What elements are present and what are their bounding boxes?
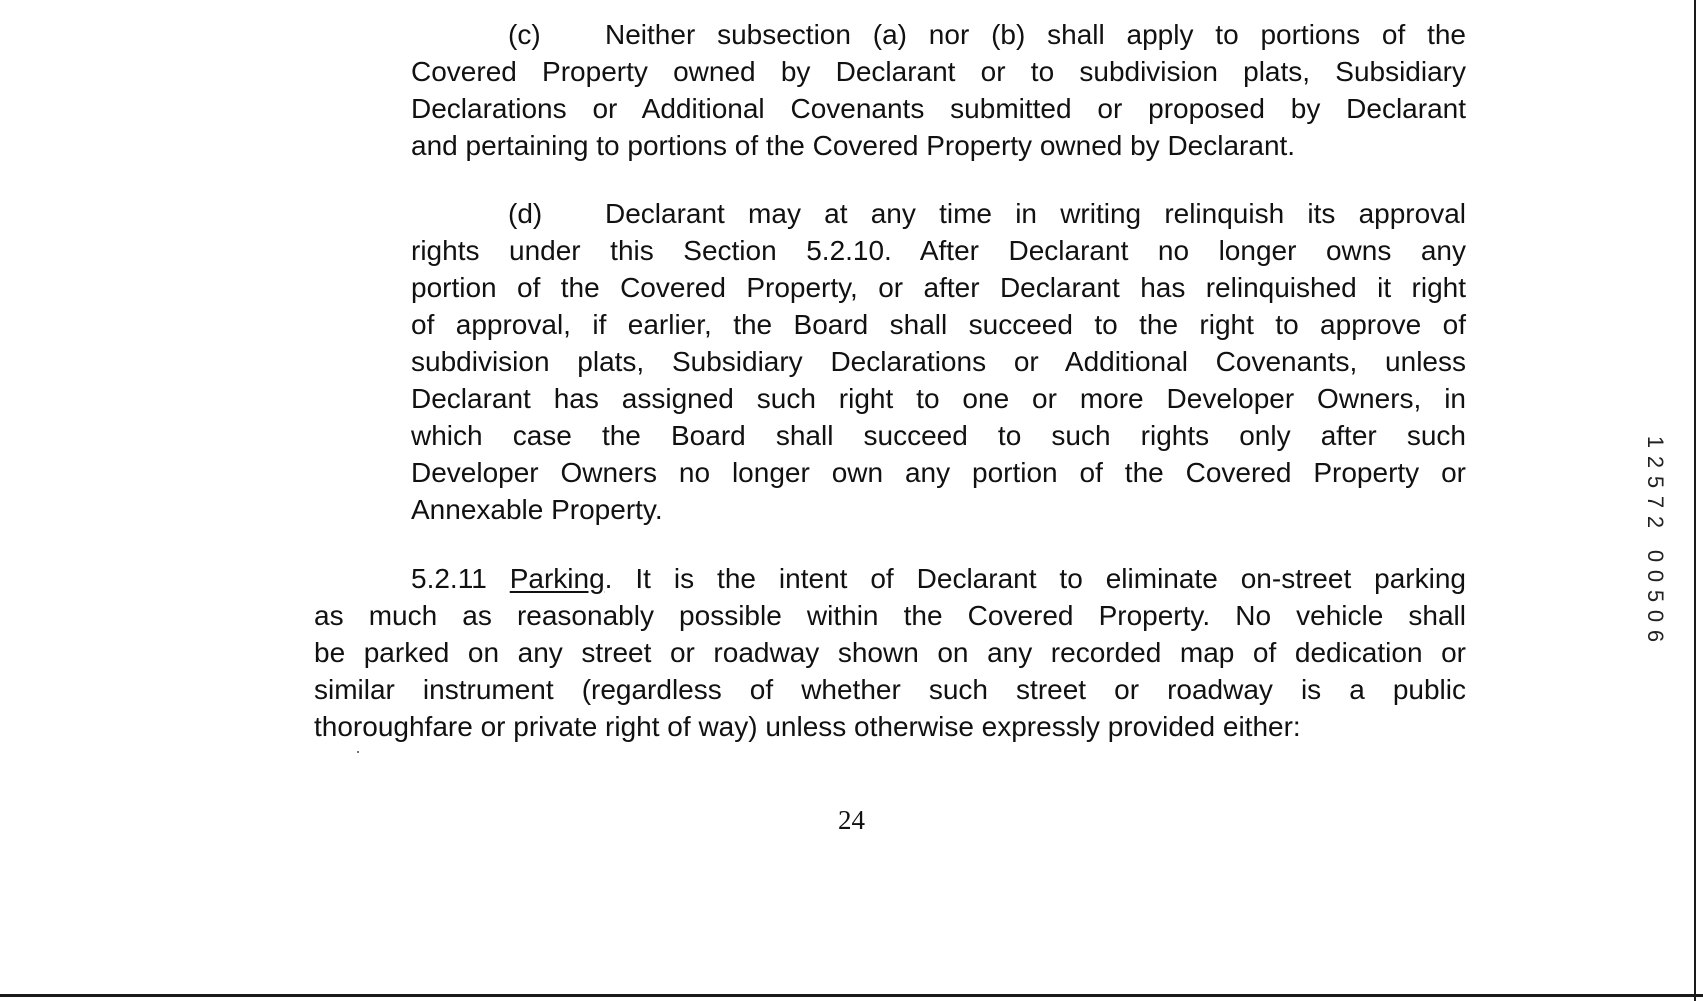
page-number: 24: [838, 805, 865, 835]
margin-stamp-digit: 5: [1643, 589, 1668, 603]
scan-bottom-border: [0, 994, 1703, 997]
margin-stamp-digit: 6: [1643, 629, 1668, 643]
margin-stamp-digit: 1: [1643, 435, 1668, 449]
margin-stamp-digit: 0: [1643, 549, 1668, 563]
paragraph-d-line-1: (d) Declarant may at any time in writing relinquish its approval: [411, 195, 1466, 232]
paragraph-d-line-4: of approval, if earlier, the Board shall succeed to the right to approve of: [411, 309, 1466, 340]
margin-stamp-group-2: [1641, 546, 1669, 646]
margin-stamp-digit: 0: [1643, 569, 1668, 583]
paragraph-d-line-2: rights under this Section 5.2.10. After Declarant no longer owns any: [411, 235, 1466, 266]
section-heading: Parking: [509, 563, 605, 594]
paragraph-d-line-6: Declarant has assigned such right to one or more Developer Owners, in: [411, 383, 1466, 414]
paragraph-c-line-1: (c) Neither subsection (a) nor (b) shall apply to portions of the: [411, 16, 1466, 53]
section-5-2-11-line-5: thoroughfare or private right of way) unless otherwise expressly provided either:: [314, 711, 1301, 742]
margin-stamp-digit: 2: [1643, 455, 1668, 469]
paragraph-d: [411, 195, 1466, 528]
paragraph-d-line-3: portion of the Covered Property, or after Declarant has relinquished it right: [411, 272, 1466, 303]
margin-stamp-digit: 0: [1643, 609, 1668, 623]
section-5-2-11: [314, 560, 1466, 745]
margin-stamp-digit: 5: [1643, 475, 1668, 489]
scan-right-border: [1694, 0, 1696, 1001]
section-5-2-11-line-1: 5.2.11 Parking. It is the intent of Declarant to eliminate on-street parking: [411, 563, 1466, 594]
paragraph-d-line-9: Annexable Property.: [411, 494, 663, 525]
margin-stamp-digit: 7: [1643, 495, 1668, 509]
paragraph-d-line-5: subdivision plats, Subsidiary Declarations or Additional Covenants, unless: [411, 346, 1466, 377]
margin-stamp-group-1: [1641, 432, 1669, 532]
margin-stamp-digit: 2: [1643, 515, 1668, 529]
paragraph-c-line-4: and pertaining to portions of the Covered Property owned by Declarant.: [411, 130, 1296, 161]
paragraph-d-line-7: which case the Board shall succeed to such rights only after such: [411, 420, 1466, 451]
section-5-2-11-line-3: be parked on any street or roadway shown on any recorded map of dedication or: [314, 637, 1466, 668]
paragraph-d-label: (d): [508, 198, 543, 229]
paragraph-c: [411, 16, 1466, 164]
section-number: 5.2.11: [411, 563, 487, 594]
scan-speck: [357, 751, 359, 753]
paragraph-c-label: (c): [508, 19, 541, 50]
section-5-2-11-line-2: as much as reasonably possible within the Covered Property. No vehicle shall: [314, 600, 1466, 631]
paragraph-c-line-3: Declarations or Additional Covenants submitted or proposed by Declarant: [411, 93, 1466, 124]
section-5-2-11-line-4: similar instrument (regardless of whether such street or roadway is a public: [314, 674, 1466, 705]
paragraph-c-line-2: Covered Property owned by Declarant or to subdivision plats, Subsidiary: [411, 56, 1466, 87]
paragraph-d-line-8: Developer Owners no longer own any portion of the Covered Property or: [411, 457, 1466, 488]
